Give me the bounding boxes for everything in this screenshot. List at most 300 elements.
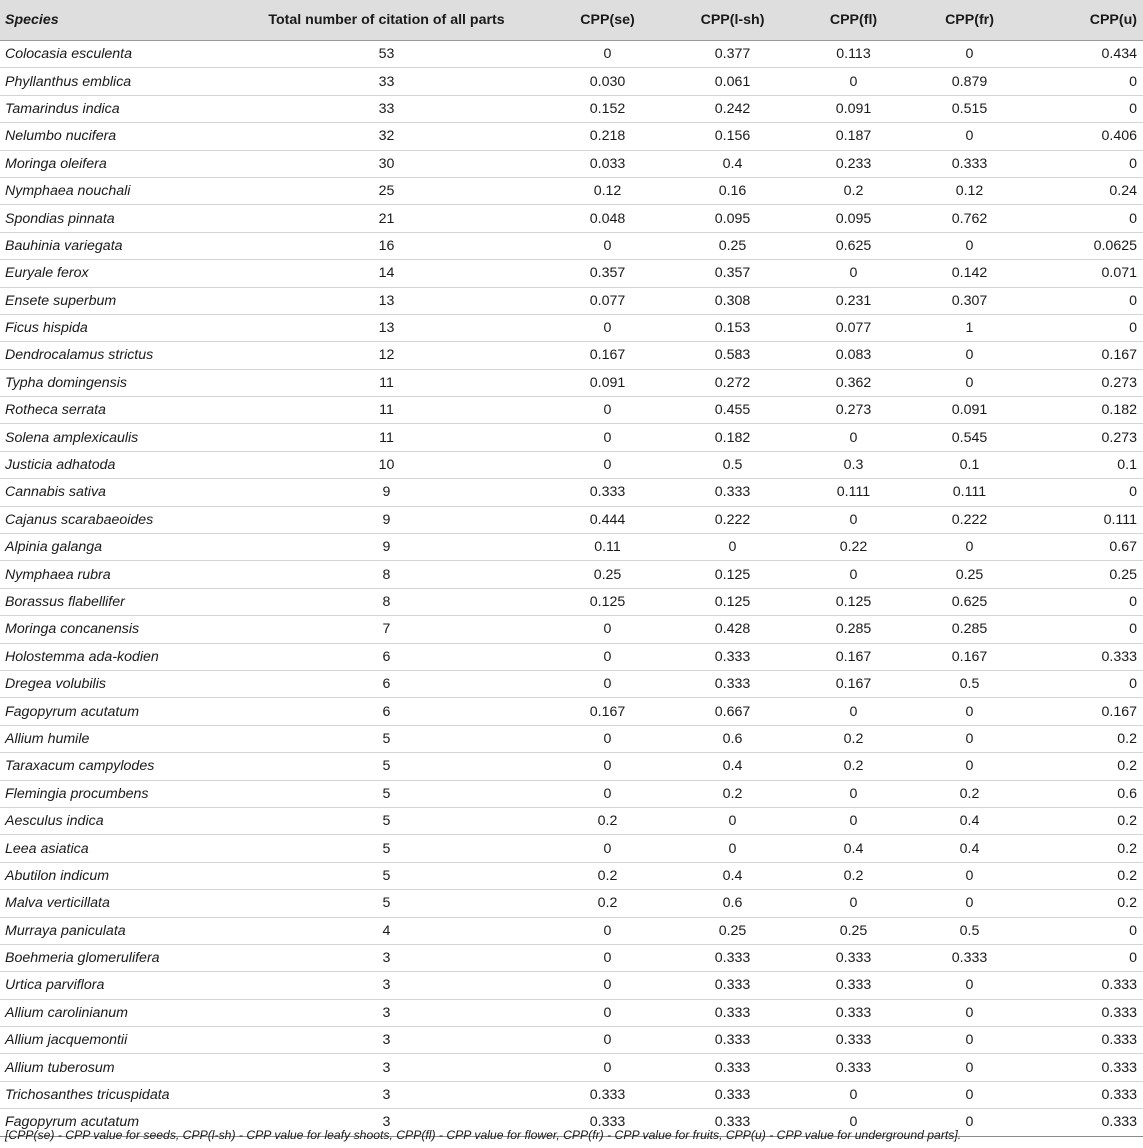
cell-cpp-lsh: 0.061: [670, 68, 795, 95]
cell-cpp-lsh: 0.4: [670, 150, 795, 177]
cell-species: Ensete superbum: [0, 287, 228, 314]
cell-cpp-se: 0: [545, 725, 670, 752]
cell-cpp-se: 0: [545, 753, 670, 780]
cell-cpp-se: 0: [545, 1054, 670, 1081]
cell-cpp-fr: 0.5: [912, 670, 1027, 697]
table-row: [0, 1027, 1143, 1054]
cell-cpp-se: 0.218: [545, 123, 670, 150]
table-row: [0, 1054, 1143, 1081]
cell-cpp-se: 0.357: [545, 260, 670, 287]
cell-cpp-u: 0.167: [1027, 698, 1143, 725]
table-row: [0, 561, 1143, 588]
cell-species: Nymphaea rubra: [0, 561, 228, 588]
cell-species: Trichosanthes tricuspidata: [0, 1081, 228, 1108]
cell-cpp-fr: 0.091: [912, 397, 1027, 424]
cell-cpp-lsh: 0.428: [670, 616, 795, 643]
cell-cpp-lsh: 0.333: [670, 1081, 795, 1108]
cell-cpp-fr: 0: [912, 1027, 1027, 1054]
cell-cpp-se: 0.167: [545, 342, 670, 369]
table-row: [0, 835, 1143, 862]
cell-cpp-u: 0: [1027, 479, 1143, 506]
cell-cpp-u: 0.333: [1027, 643, 1143, 670]
cell-cpp-fl: 0.4: [795, 835, 912, 862]
cell-cpp-se: 0.333: [545, 1109, 670, 1136]
cell-total-citations: 5: [228, 835, 545, 862]
cell-species: Moringa oleifera: [0, 150, 228, 177]
cell-cpp-fr: 0.12: [912, 177, 1027, 204]
cell-cpp-u: 0.1: [1027, 451, 1143, 478]
cell-species: Borassus flabellifer: [0, 588, 228, 615]
cell-cpp-fr: 0: [912, 1109, 1027, 1136]
cell-cpp-fl: 0.22: [795, 534, 912, 561]
cell-cpp-fl: 0: [795, 1081, 912, 1108]
cell-species: Allium tuberosum: [0, 1054, 228, 1081]
cell-cpp-lsh: 0.4: [670, 753, 795, 780]
table-row: [0, 890, 1143, 917]
cell-species: Boehmeria glomerulifera: [0, 944, 228, 971]
cell-cpp-se: 0.2: [545, 862, 670, 889]
cell-cpp-lsh: 0.333: [670, 1054, 795, 1081]
cell-total-citations: 3: [228, 1027, 545, 1054]
cell-cpp-se: 0.030: [545, 68, 670, 95]
cell-cpp-fl: 0.2: [795, 177, 912, 204]
cell-species: Typha domingensis: [0, 369, 228, 396]
cell-cpp-fl: 0: [795, 698, 912, 725]
cell-cpp-fr: 0.4: [912, 807, 1027, 834]
cell-total-citations: 11: [228, 424, 545, 451]
cell-total-citations: 9: [228, 534, 545, 561]
table-row: [0, 944, 1143, 971]
cell-cpp-fl: 0.285: [795, 616, 912, 643]
cell-cpp-fl: 0.625: [795, 232, 912, 259]
table-row: [0, 260, 1143, 287]
cell-cpp-fr: 0: [912, 753, 1027, 780]
cell-cpp-u: 0.0625: [1027, 232, 1143, 259]
cell-cpp-fl: 0.2: [795, 862, 912, 889]
cell-cpp-fl: 0.233: [795, 150, 912, 177]
cell-cpp-u: 0.273: [1027, 424, 1143, 451]
cell-cpp-lsh: 0.5: [670, 451, 795, 478]
cell-cpp-fl: 0.3: [795, 451, 912, 478]
cell-cpp-fr: 0.142: [912, 260, 1027, 287]
cell-cpp-se: 0.444: [545, 506, 670, 533]
cell-cpp-fl: 0: [795, 68, 912, 95]
cell-cpp-se: 0: [545, 972, 670, 999]
table-row: [0, 41, 1143, 68]
cell-cpp-fl: 0.333: [795, 1027, 912, 1054]
cell-cpp-fl: 0.095: [795, 205, 912, 232]
cell-total-citations: 10: [228, 451, 545, 478]
cell-cpp-u: 0: [1027, 670, 1143, 697]
cell-cpp-fl: 0.2: [795, 725, 912, 752]
table-row: [0, 287, 1143, 314]
cell-cpp-fl: 0.273: [795, 397, 912, 424]
cell-species: Allium carolinianum: [0, 999, 228, 1026]
cell-cpp-lsh: 0.333: [670, 479, 795, 506]
cell-species: Leea asiatica: [0, 835, 228, 862]
cell-species: Dendrocalamus strictus: [0, 342, 228, 369]
cell-cpp-fr: 0: [912, 1081, 1027, 1108]
cell-total-citations: 3: [228, 1081, 545, 1108]
cell-species: Nymphaea nouchali: [0, 177, 228, 204]
cell-cpp-se: 0.25: [545, 561, 670, 588]
cell-species: Moringa concanensis: [0, 616, 228, 643]
cell-cpp-se: 0.2: [545, 807, 670, 834]
table-row: [0, 643, 1143, 670]
cell-cpp-fr: 0.333: [912, 150, 1027, 177]
cell-cpp-se: 0: [545, 944, 670, 971]
cell-cpp-u: 0.67: [1027, 534, 1143, 561]
cell-cpp-u: 0.2: [1027, 835, 1143, 862]
table-row: [0, 397, 1143, 424]
cell-total-citations: 11: [228, 369, 545, 396]
cell-cpp-se: 0: [545, 314, 670, 341]
cell-cpp-u: 0: [1027, 944, 1143, 971]
cell-species: Flemingia procumbens: [0, 780, 228, 807]
table-row: [0, 451, 1143, 478]
cell-cpp-fl: 0.113: [795, 41, 912, 68]
cell-total-citations: 25: [228, 177, 545, 204]
cell-cpp-lsh: 0.333: [670, 972, 795, 999]
cell-cpp-lsh: 0.333: [670, 999, 795, 1026]
cell-cpp-se: 0: [545, 232, 670, 259]
cell-cpp-se: 0.048: [545, 205, 670, 232]
cell-cpp-lsh: 0: [670, 835, 795, 862]
table-row: [0, 150, 1143, 177]
cell-cpp-lsh: 0.333: [670, 1109, 795, 1136]
table-row: [0, 972, 1143, 999]
cell-cpp-fl: 0.2: [795, 753, 912, 780]
table-row: [0, 95, 1143, 122]
cell-cpp-se: 0.333: [545, 479, 670, 506]
table-row: [0, 698, 1143, 725]
cell-cpp-u: 0.2: [1027, 753, 1143, 780]
cell-cpp-fl: 0: [795, 424, 912, 451]
cell-total-citations: 21: [228, 205, 545, 232]
table-row: [0, 753, 1143, 780]
cell-cpp-lsh: 0.125: [670, 561, 795, 588]
cell-cpp-fl: 0: [795, 780, 912, 807]
cell-cpp-u: 0.2: [1027, 890, 1143, 917]
cell-cpp-fr: 0: [912, 342, 1027, 369]
cell-total-citations: 13: [228, 287, 545, 314]
cell-species: Rotheca serrata: [0, 397, 228, 424]
cell-cpp-lsh: 0.667: [670, 698, 795, 725]
cell-cpp-se: 0: [545, 780, 670, 807]
cell-species: Justicia adhatoda: [0, 451, 228, 478]
cell-cpp-u: 0.273: [1027, 369, 1143, 396]
table-row: [0, 369, 1143, 396]
cell-cpp-fl: 0.083: [795, 342, 912, 369]
cell-cpp-lsh: 0.6: [670, 890, 795, 917]
cell-cpp-lsh: 0.455: [670, 397, 795, 424]
cell-species: Colocasia esculenta: [0, 41, 228, 68]
cell-cpp-lsh: 0.182: [670, 424, 795, 451]
cell-cpp-fl: 0.111: [795, 479, 912, 506]
cell-cpp-lsh: 0.4: [670, 862, 795, 889]
cell-cpp-se: 0: [545, 616, 670, 643]
cell-cpp-lsh: 0.308: [670, 287, 795, 314]
cell-species: Holostemma ada-kodien: [0, 643, 228, 670]
cell-cpp-u: 0.333: [1027, 999, 1143, 1026]
header-cpp-fl: CPP(fl): [795, 0, 912, 41]
cell-cpp-se: 0.2: [545, 890, 670, 917]
table-row: [0, 917, 1143, 944]
cell-cpp-u: 0.406: [1027, 123, 1143, 150]
cell-total-citations: 12: [228, 342, 545, 369]
cell-species: Cannabis sativa: [0, 479, 228, 506]
cell-species: Alpinia galanga: [0, 534, 228, 561]
cell-species: Tamarindus indica: [0, 95, 228, 122]
cell-cpp-fr: 0.222: [912, 506, 1027, 533]
cell-total-citations: 32: [228, 123, 545, 150]
cell-cpp-se: 0: [545, 835, 670, 862]
cell-cpp-fl: 0: [795, 506, 912, 533]
cell-cpp-u: 0.25: [1027, 561, 1143, 588]
table-row: [0, 780, 1143, 807]
cell-total-citations: 5: [228, 862, 545, 889]
cell-cpp-lsh: 0.357: [670, 260, 795, 287]
cell-total-citations: 5: [228, 807, 545, 834]
cell-cpp-u: 0.333: [1027, 972, 1143, 999]
cell-cpp-u: 0: [1027, 68, 1143, 95]
cell-species: Aesculus indica: [0, 807, 228, 834]
cell-cpp-fr: 0.4: [912, 835, 1027, 862]
cell-cpp-se: 0: [545, 1027, 670, 1054]
cell-cpp-fr: 0.2: [912, 780, 1027, 807]
cell-species: Murraya paniculata: [0, 917, 228, 944]
cell-species: Abutilon indicum: [0, 862, 228, 889]
table-row: [0, 205, 1143, 232]
cell-cpp-u: 0.434: [1027, 41, 1143, 68]
header-species: Species: [0, 0, 228, 41]
cell-total-citations: 33: [228, 68, 545, 95]
cell-cpp-u: 0.6: [1027, 780, 1143, 807]
cell-cpp-fr: 0: [912, 698, 1027, 725]
cell-species: Fagopyrum acutatum: [0, 1109, 228, 1136]
table-row: [0, 725, 1143, 752]
cell-cpp-u: 0: [1027, 588, 1143, 615]
cell-cpp-lsh: 0.25: [670, 232, 795, 259]
cell-cpp-se: 0: [545, 424, 670, 451]
cell-total-citations: 9: [228, 506, 545, 533]
cell-cpp-fr: 0: [912, 972, 1027, 999]
cell-cpp-lsh: 0: [670, 807, 795, 834]
cell-total-citations: 6: [228, 643, 545, 670]
cell-cpp-fr: 0: [912, 862, 1027, 889]
cell-cpp-lsh: 0.583: [670, 342, 795, 369]
cell-total-citations: 5: [228, 753, 545, 780]
cell-cpp-fr: 0: [912, 725, 1027, 752]
cell-cpp-u: 0: [1027, 314, 1143, 341]
cell-cpp-u: 0.2: [1027, 862, 1143, 889]
cell-cpp-fr: 0: [912, 232, 1027, 259]
cell-cpp-lsh: 0: [670, 534, 795, 561]
cell-cpp-fr: 0.625: [912, 588, 1027, 615]
table-row: [0, 342, 1143, 369]
table-footnote: [CPP(se) - CPP value for seeds, CPP(l-sh) - CPP value for leafy shoots, CPP(fl) - CPP value for flower, CPP(fr) - CPP value for fruits, CPP(u) - CPP value for underground parts].: [5, 1128, 962, 1142]
cell-cpp-u: 0.182: [1027, 397, 1143, 424]
cell-cpp-se: 0: [545, 670, 670, 697]
cell-cpp-fl: 0.077: [795, 314, 912, 341]
cell-cpp-fr: 0.1: [912, 451, 1027, 478]
cell-total-citations: 9: [228, 479, 545, 506]
cell-cpp-lsh: 0.333: [670, 670, 795, 697]
table-row: [0, 534, 1143, 561]
cell-cpp-se: 0.033: [545, 150, 670, 177]
cell-cpp-fl: 0: [795, 807, 912, 834]
cell-species: Euryale ferox: [0, 260, 228, 287]
cell-cpp-fl: 0.187: [795, 123, 912, 150]
cell-cpp-fl: 0: [795, 1109, 912, 1136]
table-row: [0, 862, 1143, 889]
table-row: [0, 479, 1143, 506]
table-header: [0, 0, 1143, 41]
header-cpp-u: CPP(u): [1027, 0, 1143, 41]
cell-cpp-u: 0.24: [1027, 177, 1143, 204]
header-total-citations: Total number of citation of all parts: [228, 0, 545, 41]
cell-cpp-fl: 0.25: [795, 917, 912, 944]
cell-cpp-se: 0.152: [545, 95, 670, 122]
cell-species: Taraxacum campylodes: [0, 753, 228, 780]
cell-cpp-lsh: 0.6: [670, 725, 795, 752]
cell-cpp-fr: 0: [912, 890, 1027, 917]
cell-species: Malva verticillata: [0, 890, 228, 917]
cell-cpp-fr: 0.5: [912, 917, 1027, 944]
cell-cpp-lsh: 0.333: [670, 1027, 795, 1054]
cell-cpp-fr: 0: [912, 41, 1027, 68]
cell-cpp-fr: 0.762: [912, 205, 1027, 232]
cell-cpp-u: 0: [1027, 95, 1143, 122]
cell-cpp-lsh: 0.125: [670, 588, 795, 615]
cell-cpp-u: 0.167: [1027, 342, 1143, 369]
cell-species: Solena amplexicaulis: [0, 424, 228, 451]
cell-cpp-fr: 0: [912, 534, 1027, 561]
table-row: [0, 999, 1143, 1026]
cell-total-citations: 4: [228, 917, 545, 944]
cell-total-citations: 8: [228, 588, 545, 615]
cell-cpp-se: 0: [545, 917, 670, 944]
cell-cpp-u: 0: [1027, 150, 1143, 177]
cell-cpp-u: 0: [1027, 616, 1143, 643]
cell-cpp-u: 0.333: [1027, 1054, 1143, 1081]
cell-cpp-u: 0.333: [1027, 1027, 1143, 1054]
cell-cpp-fl: 0.167: [795, 643, 912, 670]
cell-species: Cajanus scarabaeoides: [0, 506, 228, 533]
cell-cpp-fl: 0: [795, 561, 912, 588]
cell-species: Dregea volubilis: [0, 670, 228, 697]
cell-total-citations: 11: [228, 397, 545, 424]
cell-cpp-u: 0.333: [1027, 1109, 1143, 1136]
cell-cpp-se: 0.333: [545, 1081, 670, 1108]
cell-total-citations: 6: [228, 698, 545, 725]
cell-cpp-fl: 0: [795, 260, 912, 287]
cell-cpp-lsh: 0.25: [670, 917, 795, 944]
cell-total-citations: 5: [228, 780, 545, 807]
cell-cpp-lsh: 0.156: [670, 123, 795, 150]
cell-cpp-fr: 0.111: [912, 479, 1027, 506]
cell-cpp-lsh: 0.333: [670, 944, 795, 971]
cell-total-citations: 30: [228, 150, 545, 177]
cell-cpp-fr: 0.25: [912, 561, 1027, 588]
cell-cpp-fr: 0.285: [912, 616, 1027, 643]
cell-cpp-se: 0: [545, 397, 670, 424]
cell-cpp-u: 0.2: [1027, 725, 1143, 752]
cell-cpp-se: 0.167: [545, 698, 670, 725]
cell-cpp-fl: 0.091: [795, 95, 912, 122]
cell-cpp-lsh: 0.377: [670, 41, 795, 68]
cell-total-citations: 3: [228, 944, 545, 971]
cell-cpp-fl: 0.167: [795, 670, 912, 697]
cell-cpp-lsh: 0.222: [670, 506, 795, 533]
cell-cpp-se: 0: [545, 643, 670, 670]
table-row: [0, 424, 1143, 451]
header-cpp-lsh: CPP(l-sh): [670, 0, 795, 41]
cell-total-citations: 3: [228, 1054, 545, 1081]
table-row: [0, 616, 1143, 643]
cell-species: Ficus hispida: [0, 314, 228, 341]
cell-cpp-se: 0.125: [545, 588, 670, 615]
table-row: [0, 506, 1143, 533]
table-body: [0, 41, 1143, 1137]
cell-cpp-fr: 0.333: [912, 944, 1027, 971]
table-row: [0, 314, 1143, 341]
cell-total-citations: 7: [228, 616, 545, 643]
cell-cpp-lsh: 0.272: [670, 369, 795, 396]
cell-cpp-u: 0.071: [1027, 260, 1143, 287]
table-row: [0, 670, 1143, 697]
cell-cpp-fl: 0.231: [795, 287, 912, 314]
cell-cpp-lsh: 0.16: [670, 177, 795, 204]
cell-total-citations: 33: [228, 95, 545, 122]
table-row: [0, 123, 1143, 150]
cell-total-citations: 3: [228, 1109, 545, 1136]
cell-cpp-fr: 0: [912, 1054, 1027, 1081]
cell-total-citations: 3: [228, 999, 545, 1026]
cell-cpp-lsh: 0.095: [670, 205, 795, 232]
cell-cpp-se: 0: [545, 41, 670, 68]
cell-cpp-fr: 0: [912, 369, 1027, 396]
table-row: [0, 807, 1143, 834]
cell-cpp-fl: 0.125: [795, 588, 912, 615]
cell-cpp-fl: 0: [795, 890, 912, 917]
cell-cpp-fl: 0.333: [795, 999, 912, 1026]
cell-cpp-u: 0.111: [1027, 506, 1143, 533]
cell-cpp-u: 0.333: [1027, 1081, 1143, 1108]
cell-cpp-fl: 0.333: [795, 972, 912, 999]
cell-total-citations: 14: [228, 260, 545, 287]
cell-cpp-lsh: 0.333: [670, 643, 795, 670]
header-cpp-fr: CPP(fr): [912, 0, 1027, 41]
cell-species: Allium humile: [0, 725, 228, 752]
cell-cpp-se: 0.077: [545, 287, 670, 314]
cell-species: Spondias pinnata: [0, 205, 228, 232]
cell-species: Urtica parviflora: [0, 972, 228, 999]
cell-species: Phyllanthus emblica: [0, 68, 228, 95]
cell-cpp-se: 0.11: [545, 534, 670, 561]
cell-total-citations: 6: [228, 670, 545, 697]
cell-cpp-fr: 0: [912, 123, 1027, 150]
cell-cpp-se: 0: [545, 999, 670, 1026]
cell-cpp-u: 0: [1027, 287, 1143, 314]
cell-total-citations: 13: [228, 314, 545, 341]
cell-total-citations: 5: [228, 890, 545, 917]
cell-species: Allium jacquemontii: [0, 1027, 228, 1054]
cell-cpp-fl: 0.362: [795, 369, 912, 396]
cell-species: Bauhinia variegata: [0, 232, 228, 259]
cell-cpp-se: 0.091: [545, 369, 670, 396]
cell-cpp-fr: 0.307: [912, 287, 1027, 314]
